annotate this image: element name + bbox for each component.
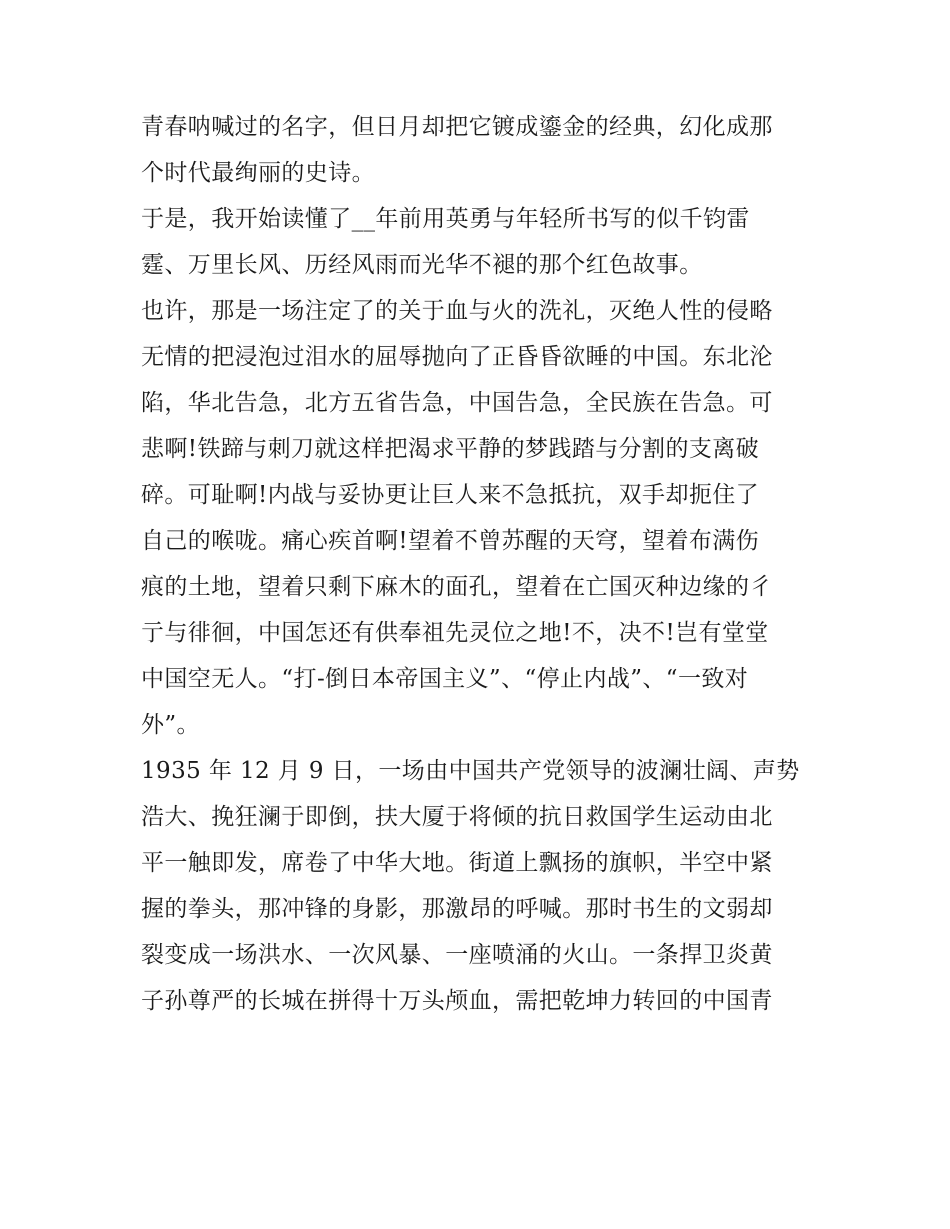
text-line: 痕的土地，望着只剩下麻木的面孔，望着在亡国灭种边缘的彳 [141, 574, 773, 600]
text-line: 亍与徘徊，中国怎还有供奉祖先灵位之地!不，决不!岂有堂堂 [141, 620, 769, 646]
text-line: 无情的把浸泡过泪水的屈辱抛向了正昏昏欲睡的中国。东北沦 [141, 344, 773, 370]
text-line: 悲啊!铁蹄与刺刀就这样把渴求平静的梦践踏与分割的支离破 [141, 436, 760, 462]
text-line: 于是，我开始读懂了__年前用英勇与年轻所书写的似千钧雷 [141, 206, 750, 232]
text-line: 裂变成一场洪水、一次风暴、一座喷涌的火山。一条捍卫炎黄 [141, 942, 773, 968]
text-line: 子孙尊严的长城在拼得十万头颅血，需把乾坤力转回的中国青 [141, 988, 773, 1014]
text-line: 也许，那是一场注定了的关于血与火的洗礼，灭绝人性的侵略 [141, 298, 773, 324]
text-line: 握的拳头，那冲锋的身影，那激昂的呼喊。那时书生的文弱却 [141, 896, 773, 922]
document-body [141, 104, 821, 1024]
text-line: 霆、万里长风、历经风雨而光华不褪的那个红色故事。 [141, 252, 703, 278]
text-line: 自己的喉咙。痛心疾首啊!望着不曾苏醒的天穹，望着布满伤 [141, 528, 760, 554]
text-line: 浩大、挽狂澜于即倒，扶大厦于将倾的抗日救国学生运动由北 [141, 804, 773, 830]
text-line: 青春呐喊过的名字，但日月却把它镀成鎏金的经典，幻化成那 [141, 114, 773, 140]
text-line: 个时代最绚丽的史诗。 [141, 160, 375, 186]
text-line: 陷，华北告急，北方五省告急，中国告急，全民族在告急。可 [141, 390, 773, 416]
text-line: 碎。可耻啊!内战与妥协更让巨人来不急抵抗，双手却扼住了 [141, 482, 760, 508]
text-line: 外”。 [141, 712, 200, 738]
text-line: 中国空无人。“打-倒日本帝国主义”、“停止内战”、“一致对 [141, 666, 749, 692]
text-line: 1935 年 12 月 9 日，一场由中国共产党领导的波澜壮阔、声势 [141, 758, 800, 784]
text-line: 平一触即发，席卷了中华大地。街道上飘扬的旗帜，半空中紧 [141, 850, 773, 876]
